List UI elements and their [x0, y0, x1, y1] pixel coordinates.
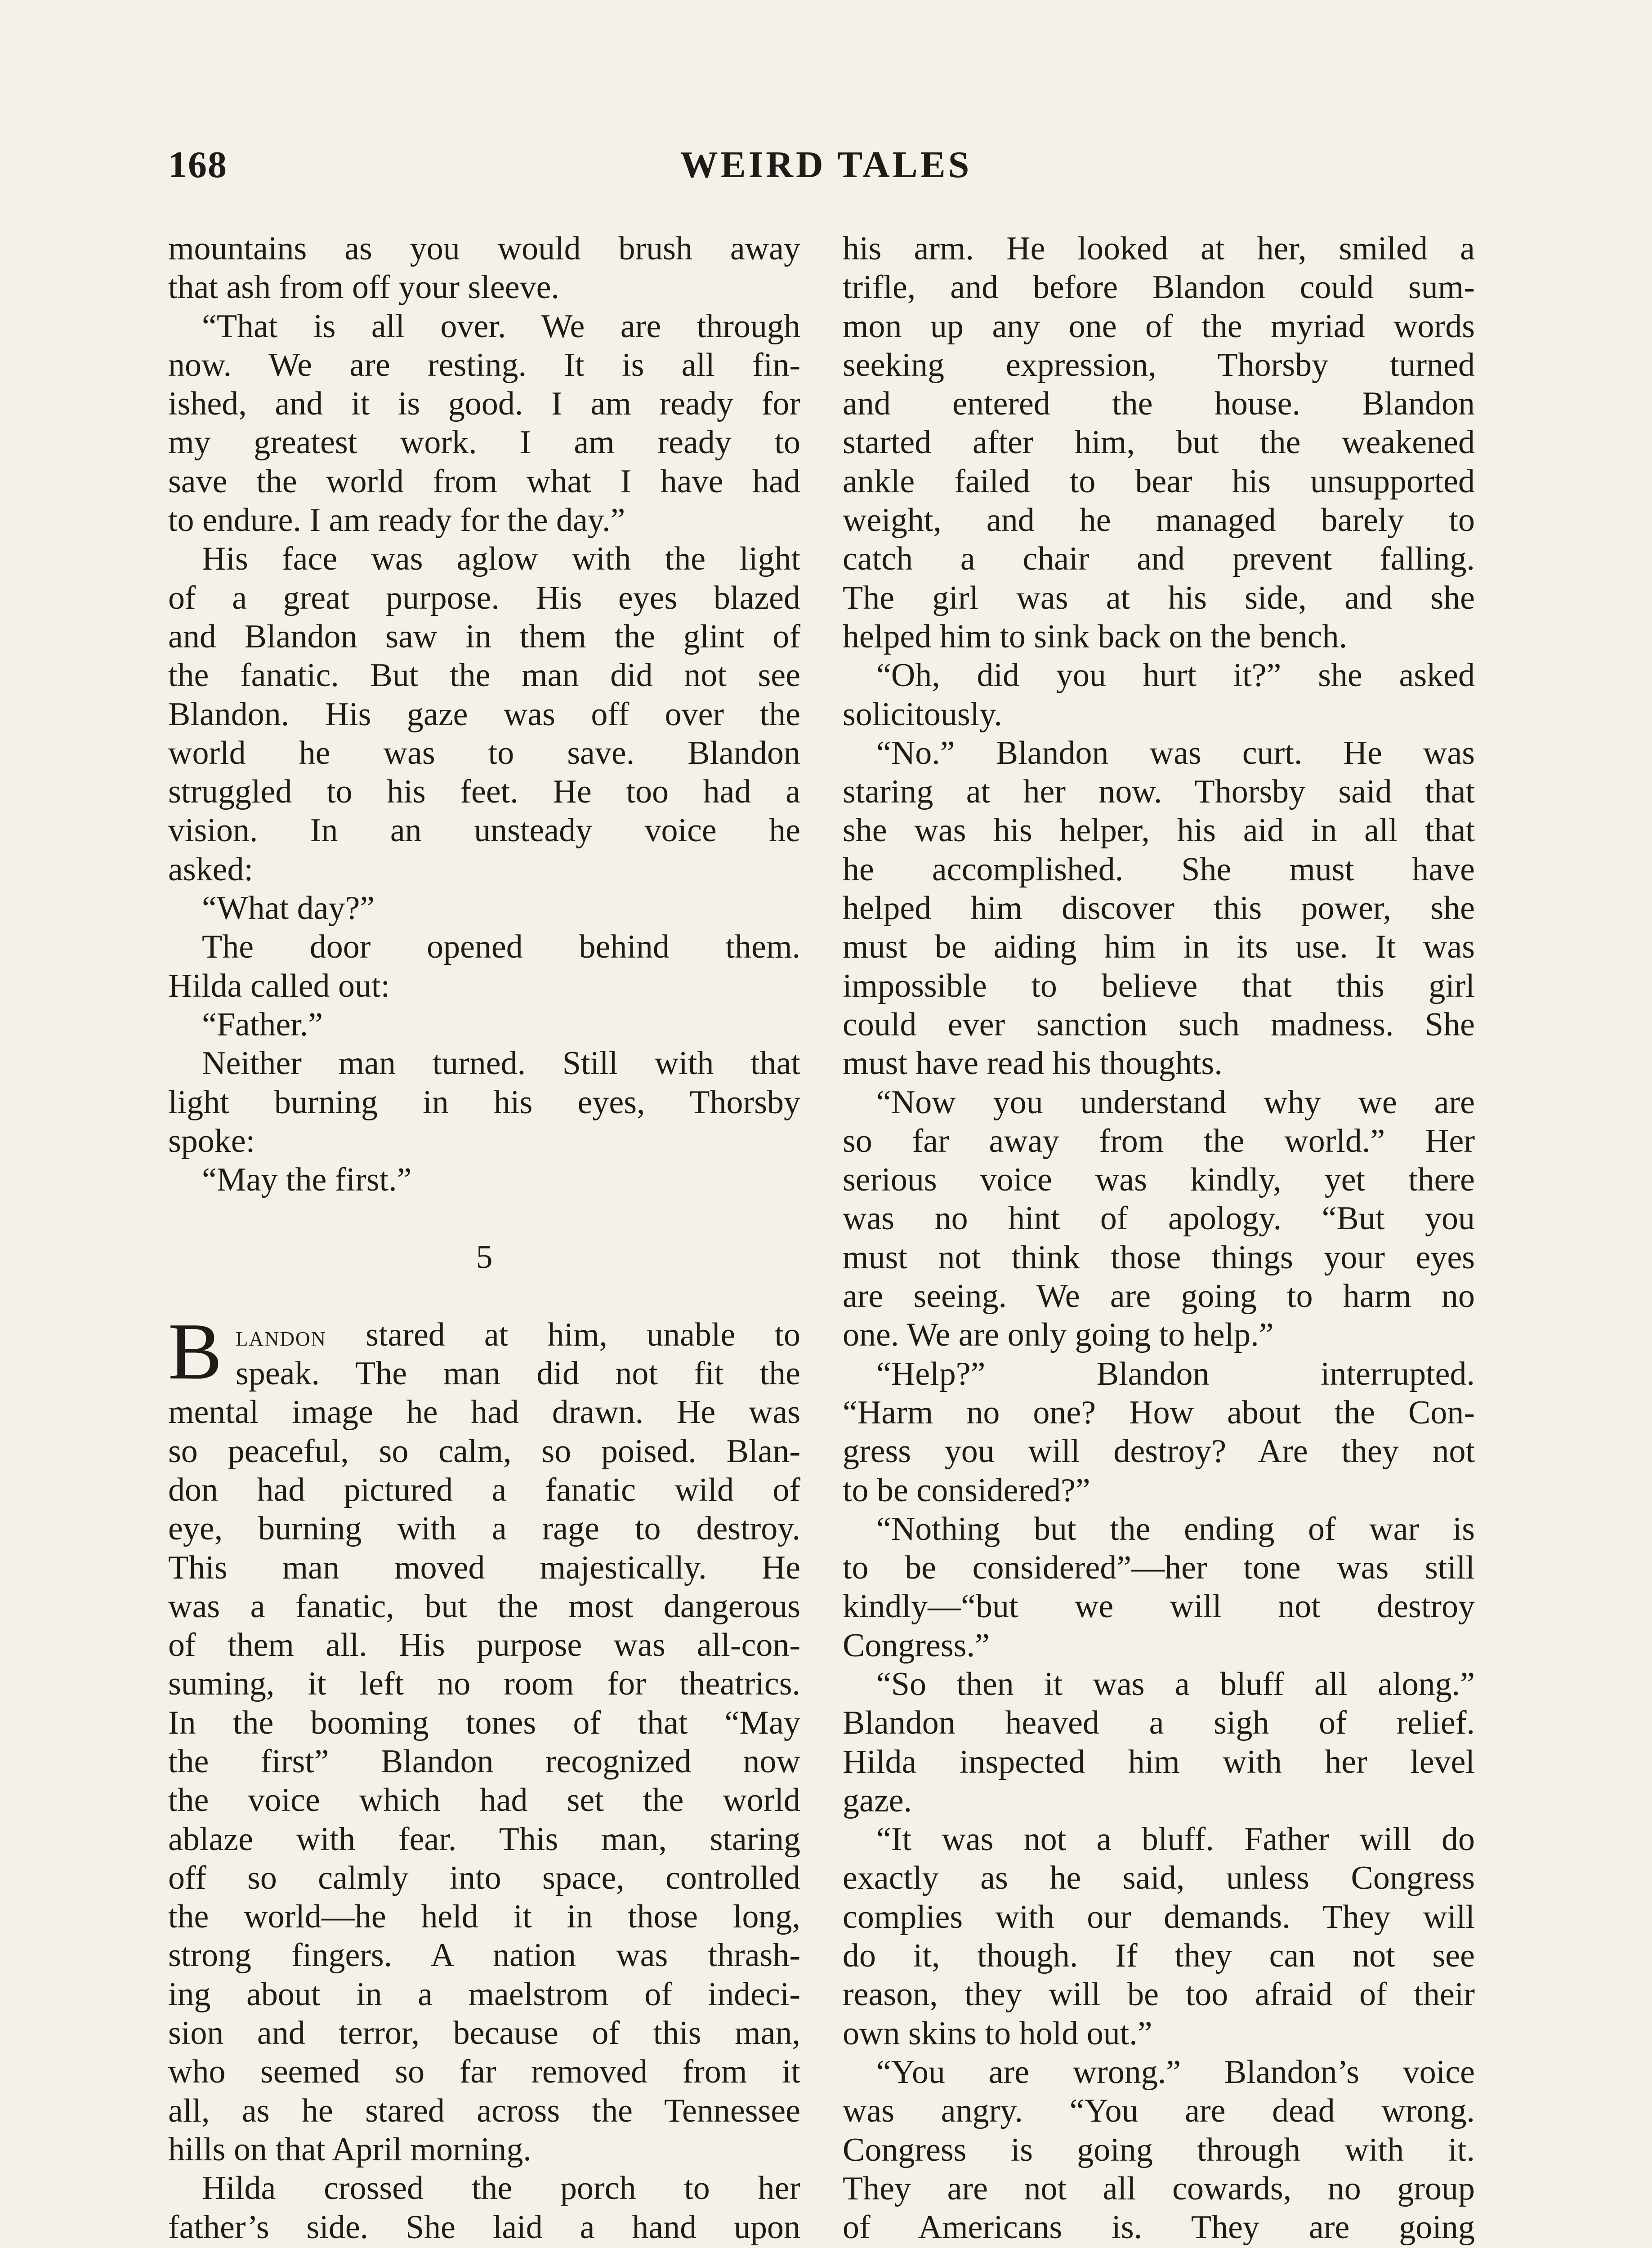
- spacer: [168, 1277, 800, 1316]
- text-line: off so calmly into space, controlled: [168, 1859, 800, 1896]
- text-line: don had pictured a fanatic wild of: [168, 1471, 800, 1508]
- text-line: seeking expression, Thorsby turned: [843, 346, 1475, 384]
- text-line: to be considered”—her tone was still: [843, 1549, 1475, 1587]
- text-line: own skins to hold out.”: [843, 2015, 1152, 2052]
- text-line: “Father.”: [202, 1006, 323, 1043]
- text-line: “Nothing but the ending of war is: [876, 1510, 1475, 1548]
- text-line: mon up any one of the myriad words: [843, 308, 1475, 345]
- text-fragment: stared at him, unable to: [366, 1316, 801, 1353]
- text-line: of Americans is. They are going: [843, 2209, 1475, 2246]
- text-line: “No.” Blandon was curt. He was: [876, 734, 1475, 772]
- text-line: who seemed so far removed from it: [168, 2053, 800, 2091]
- text-line: reason, they will be too afraid of their: [843, 1976, 1475, 2013]
- text-line: speak. The man did not fit the: [236, 1355, 800, 1392]
- text-line: now. We are resting. It is all fin-: [168, 346, 800, 384]
- text-line: father’s side. She laid a hand upon: [168, 2208, 800, 2246]
- text-line: kindly—“but we will not destroy: [843, 1588, 1475, 1625]
- text-line: was a fanatic, but the most dangerous: [168, 1588, 800, 1625]
- text-line: mental image he had drawn. He was: [168, 1394, 800, 1431]
- text-line: could ever sanction such madness. She: [843, 1006, 1475, 1043]
- text-line: all, as he stared across the Tennessee: [168, 2092, 800, 2129]
- section-number: 5: [476, 1239, 493, 1276]
- text-line: His face was aglow with the light: [202, 540, 800, 578]
- text-line: the fanatic. But the man did not see: [168, 657, 800, 694]
- text-line: the voice which had set the world: [168, 1782, 800, 1819]
- text-line: This man moved majestically. He: [168, 1549, 800, 1586]
- text-line: he accomplished. She must have: [843, 851, 1475, 888]
- text-line: They are not all cowards, no group: [843, 2170, 1475, 2207]
- text-line: and entered the house. Blandon: [843, 385, 1475, 423]
- text-line: was angry. “You are dead wrong.: [843, 2092, 1475, 2130]
- text-line: catch a chair and prevent falling.: [843, 540, 1475, 578]
- text-line: spoke:: [168, 1122, 255, 1160]
- text-line: she was his helper, his aid in all that: [843, 812, 1475, 849]
- text-line: The girl was at his side, and she: [843, 579, 1475, 616]
- left-column: [168, 229, 800, 2247]
- text-line: so peaceful, so calm, so poised. Blan-: [168, 1432, 800, 1470]
- text-line: asked:: [168, 851, 254, 888]
- running-head: [0, 143, 1652, 192]
- text-line: “Oh, did you hurt it?” she asked: [876, 657, 1475, 694]
- text-line: In the booming tones of that “May: [168, 1704, 800, 1741]
- text-line: are seeing. We are going to harm no: [843, 1278, 1475, 1315]
- text-line: his arm. He looked at her, smiled a: [843, 230, 1475, 267]
- text-line: do it, though. If they can not see: [843, 1937, 1475, 1975]
- text-line: helped him discover this power, she: [843, 890, 1475, 927]
- text-line: ished, and it is good. I am ready for: [168, 385, 800, 423]
- text-line: mountains as you would brush away: [168, 230, 800, 267]
- text-line: struggled to his feet. He too had a: [168, 773, 800, 811]
- text-line: solicitously.: [843, 696, 1002, 733]
- text-line: gaze.: [843, 1782, 912, 1819]
- text-line: “You are wrong.” Blandon’s voice: [876, 2053, 1475, 2091]
- text-line: trifle, and before Blandon could sum-: [843, 269, 1475, 306]
- small-caps-word: landon: [236, 1320, 326, 1352]
- text-line: staring at her now. Thorsby said that: [843, 773, 1475, 811]
- text-line: helped him to sink back on the bench.: [843, 618, 1348, 655]
- drop-cap: B: [168, 1306, 223, 1396]
- text-line: must not think those things your eyes: [843, 1239, 1475, 1276]
- text-line: Congress.”: [843, 1627, 990, 1664]
- text-line: to be considered?”: [843, 1472, 1090, 1509]
- text-line: of a great purpose. His eyes blazed: [168, 579, 800, 616]
- text-line: to endure. I am ready for the day.”: [168, 502, 625, 539]
- text-line: “Now you understand why we are: [876, 1084, 1475, 1121]
- text-line: strong fingers. A nation was thrash-: [168, 1937, 800, 1974]
- text-line: exactly as he said, unless Congress: [843, 1860, 1475, 1897]
- text-line: “May the first.”: [202, 1161, 412, 1199]
- text-line: complies with our demands. They will: [843, 1898, 1475, 1936]
- text-line: sion and terror, because of this man,: [168, 2015, 800, 2052]
- text-line: ing about in a maelstrom of indeci-: [168, 1976, 800, 2013]
- text-line: eye, burning with a rage to destroy.: [168, 1510, 800, 1548]
- page-number: 168: [168, 144, 228, 186]
- text-line: “What day?”: [202, 890, 375, 927]
- text-line: world he was to save. Blandon: [168, 734, 800, 772]
- text-line: Hilda called out:: [168, 967, 390, 1004]
- text-line: that ash from off your sleeve.: [168, 269, 559, 306]
- text-line: my greatest work. I am ready to: [168, 424, 800, 461]
- text-line: suming, it left no room for theatrics.: [168, 1665, 800, 1703]
- text-line: ablaze with fear. This man, staring: [168, 1820, 800, 1858]
- text-line: so far away from the world.” Her: [843, 1122, 1475, 1160]
- text-line: “That is all over. We are through: [202, 308, 800, 345]
- text-line: ankle failed to bear his unsupported: [843, 463, 1475, 500]
- spacer: [168, 1199, 800, 1238]
- text-line: Congress is going through with it.: [843, 2131, 1475, 2168]
- text-line: and Blandon saw in them the glint of: [168, 618, 800, 655]
- text-line: save the world from what I have had: [168, 463, 800, 500]
- text-line: “Harm no one? How about the Con-: [843, 1394, 1475, 1431]
- text-line: serious voice was kindly, yet there: [843, 1161, 1475, 1199]
- text-line: of them all. His purpose was all-con-: [168, 1627, 800, 1664]
- right-column: [843, 229, 1475, 2247]
- text-line: “It was not a bluff. Father will do: [876, 1821, 1475, 1858]
- text-line: the first” Blandon recognized now: [168, 1743, 800, 1780]
- text-line: impossible to believe that this girl: [843, 967, 1475, 1004]
- text-line: hills on that April morning.: [168, 2131, 531, 2168]
- text-line: Blandon heaved a sigh of relief.: [843, 1704, 1475, 1742]
- text-line: must be aiding him in its use. It was: [843, 928, 1475, 966]
- text-line: started after him, but the weakened: [843, 424, 1475, 461]
- text-line: Hilda inspected him with her level: [843, 1743, 1475, 1780]
- text-line: Hilda crossed the porch to her: [202, 2170, 800, 2207]
- text-line: The door opened behind them.: [202, 928, 800, 966]
- text-line: one. We are only going to help.”: [843, 1316, 1274, 1354]
- text-line: vision. In an unsteady voice he: [168, 812, 800, 849]
- text-line: “Help?” Blandon interrupted.: [876, 1355, 1475, 1392]
- text-line: light burning in his eyes, Thorsby: [168, 1084, 800, 1121]
- text-line: “So then it was a bluff all along.”: [876, 1665, 1475, 1703]
- text-line: Blandon. His gaze was off over the: [168, 696, 800, 733]
- text-line: weight, and he managed barely to: [843, 502, 1475, 539]
- text-line: the world—he held it in those long,: [168, 1898, 800, 1936]
- magazine-title: WEIRD TALES: [680, 144, 972, 186]
- text-line: was no hint of apology. “But you: [843, 1200, 1475, 1237]
- text-line: gress you will destroy? Are they not: [843, 1433, 1475, 1470]
- text-line: must have read his thoughts.: [843, 1045, 1223, 1082]
- text-line: Neither man turned. Still with that: [202, 1045, 800, 1082]
